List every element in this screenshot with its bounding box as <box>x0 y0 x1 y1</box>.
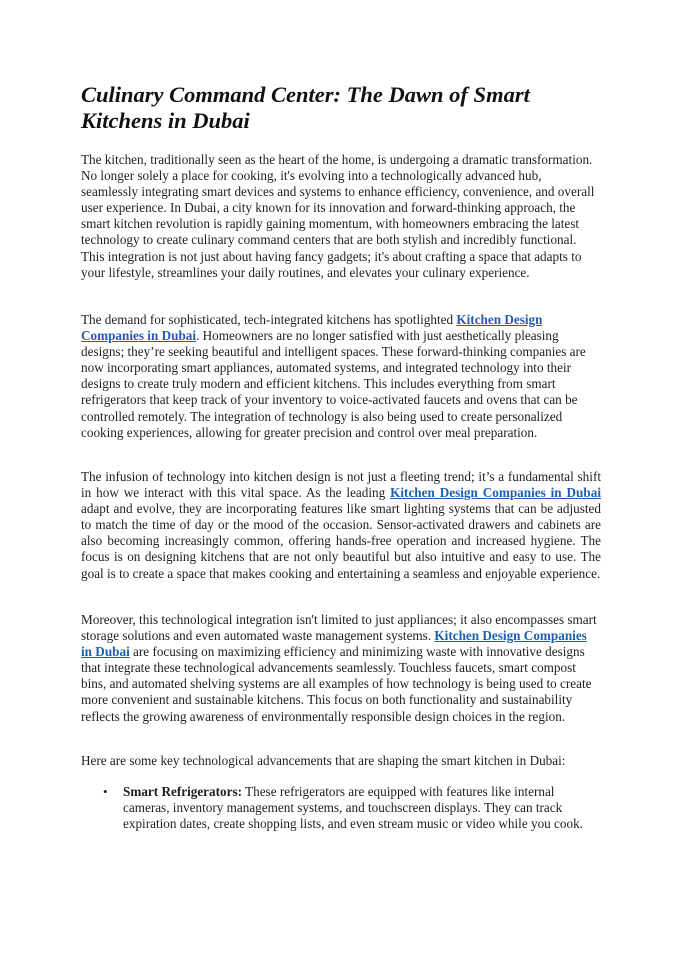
paragraph-text: Moreover, this technological integration isn't limited to just appliances; it also encompasses smart storage solutions and even automated waste management systems. <box>81 612 597 644</box>
paragraph-moreover <box>81 612 601 725</box>
paragraph-infusion <box>81 469 601 582</box>
kitchen-design-companies-link[interactable]: Kitchen Design Companies in Dubai <box>81 628 587 660</box>
paragraph-text: The demand for sophisticated, tech-integrated kitchens has spotlighted <box>81 312 457 327</box>
paragraph-list-intro: Here are some key technological advancements that are shaping the smart kitchen in Dubai: <box>81 753 566 768</box>
intro-paragraph: The kitchen, traditionally seen as the heart of the home, is undergoing a dramatic transformation. No longer solely a place for cooking, it's evolving into a technologically advanced hub, seamlessly integrating smart devices and systems to enhance efficiency, convenience, and overall user experience. In Dubai, a city known for its innovation and forward-thinking approach, the smart kitchen revolution is rapidly gaining momentum, with homeowners embracing the latest technology to create culinary command centers that are both stylish and incredibly functional. This integration is not just about having fancy gadgets; it's about crafting a space that adapts to your lifestyle, streamlines your daily routines, and elevates your culinary experience. <box>81 152 595 280</box>
advancements-list <box>81 784 601 832</box>
paragraph-text: are focusing on maximizing efficiency and minimizing waste with innovative designs that integrate these technological advancements seamlessly. Touchless faucets, smart compost bins, and automated shelving systems are all examples of how technology is being used to create more convenient and sustainable kitchens. This focus on both functionality and sustainability reflects the growing awareness of environmentally responsible design choices in the region. <box>81 644 592 724</box>
bullet-icon: • <box>103 784 108 799</box>
paragraph-text: . Homeowners are no longer satisfied with just aesthetically pleasing designs; they’re seeking beautiful and intelligent spaces. These forward-thinking companies are now incorporating smart appliances, automated systems, and integrated technology into their designs to create truly modern and efficient kitchens. This includes everything from smart refrigerators that keep track of your inventory to voice-activated faucets and ovens that can be controlled remotely. The integration of technology is also being used to create personalized cooking experiences, allowing for greater precision and control over meal preparation. <box>81 328 586 440</box>
list-item-text: These refrigerators are equipped with features like internal cameras, inventory management systems, and touchscreen displays. They can track expiration dates, create shopping lists, and even stream music or video while you cook. <box>123 784 583 832</box>
list-item <box>81 784 601 832</box>
paragraph-text: adapt and evolve, they are incorporating features like smart lighting systems that can be adjusted to match the time of day or the mood of the occasion. Sensor-activated drawers and cabinets are also becoming increasingly common, offering hands-free operation and increased hygiene. The focus is on designing kitchens that are not only beautiful but also intuitive and easy to use. The goal is to create a space that makes cooking and entertaining a seamless and enjoyable experience. <box>81 501 601 581</box>
paragraph-text: The infusion of technology into kitchen design is not just a fleeting trend; it’s a fundamental shift in how we interact with this vital space. As the leading <box>81 469 601 501</box>
article-title: Culinary Command Center: The Dawn of Smart Kitchens in Dubai <box>81 82 530 133</box>
paragraph-demand <box>81 312 601 441</box>
kitchen-design-companies-link[interactable]: Kitchen Design Companies in Dubai <box>81 312 543 344</box>
list-item-term: Smart Refrigerators: <box>123 784 242 799</box>
kitchen-design-companies-link[interactable]: Kitchen Design Companies in Dubai <box>390 485 601 501</box>
